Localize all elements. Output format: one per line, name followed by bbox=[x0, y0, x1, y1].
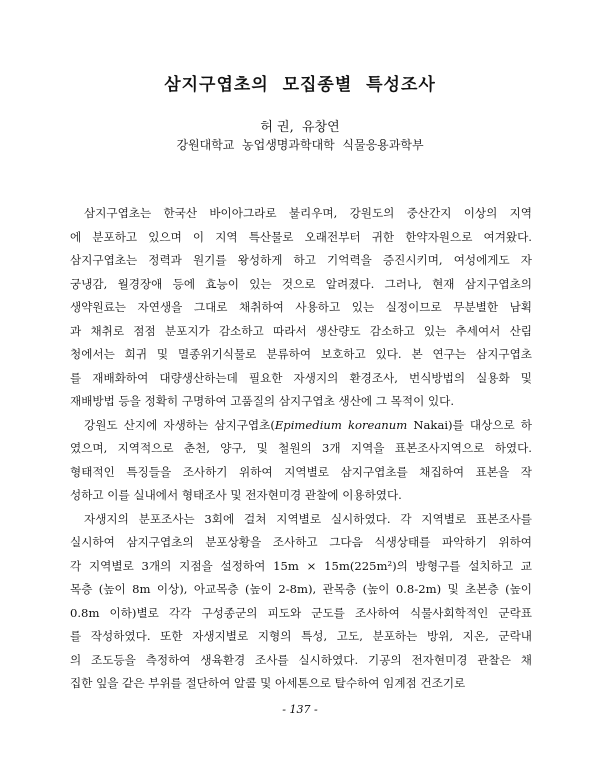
text-line: 궁냉감, 월경장애 등에 효능이 있는 것으로 알려졌다. 그러나, 현재 삼지구엽초의 bbox=[70, 276, 532, 291]
text-line: 의 조도등을 측정하여 생육환경 조사를 실시하였다. 기공의 전자현미경 관찰은 채 bbox=[70, 652, 532, 667]
text-line: 생약원료는 자연생을 그대로 채취하여 사용하고 있는 실정이므로 무분별한 남획 bbox=[70, 300, 532, 314]
scientific-name: Epimedium koreanum bbox=[274, 417, 408, 432]
affiliation-line: 강원대학교 농업생명과학대학 식물응용과학부 bbox=[176, 138, 424, 152]
text-line: 실시하여 삼지구엽초의 분포상황을 조사하고 그다음 식생상태를 파악하기 위하여 bbox=[70, 535, 532, 549]
paper-body bbox=[70, 202, 532, 696]
text-line: 자생지의 분포조사는 3회에 걸쳐 지역별로 실시하였다. 각 지역별로 표본조사를 bbox=[84, 511, 532, 526]
text-line: 목층 (높이 8m 이상), 아교목층 (높이 2-8m), 관목층 (높이 0.8-2m) 및 초본층 (높이 bbox=[70, 582, 532, 596]
author-line: 허 권, 유창연 bbox=[260, 120, 340, 135]
text-line: 과 채취로 점점 분포지가 감소하고 따라서 생산량도 감소하고 있는 추세여서 산림 bbox=[70, 323, 532, 338]
paragraph bbox=[70, 202, 532, 414]
text-line: 였으며, 지역적으로 춘천, 양구, 및 철원의 3개 지역을 표본조사지역으로 하였다. bbox=[70, 441, 532, 455]
paragraph bbox=[70, 414, 532, 508]
text-line: 를 작성하였다. 또한 자생지별로 지형의 특성, 고도, 분포하는 방위, 지온, 군락내 bbox=[70, 629, 532, 643]
text-line: 에 분포하고 있으며 이 지역 특산물로 오래전부터 귀한 한약자원으로 여겨왔다. bbox=[70, 229, 532, 244]
text-line: 강원도 산지에 자생하는 삼지구엽초(Epimedium koreanum Nakai)를 대상으로 하 bbox=[84, 417, 532, 432]
paragraph bbox=[70, 508, 532, 696]
text-line: 재배방법 등을 정확히 구명하여 고품질의 삼지구엽초 생산에 그 목적이 있다. bbox=[70, 394, 455, 408]
text-line: 삼지구엽초는 한국산 바이아그라로 불리우며, 강원도의 중산간지 이상의 지역 bbox=[84, 206, 532, 220]
text-line: 형태적인 특징들을 조사하기 위하여 지역별로 삼지구엽초를 채집하여 표본을 작 bbox=[70, 464, 532, 479]
text-line: 0.8m 이하)별로 각각 구성종군의 피도와 군도를 조사하여 식물사회학적인 군락표 bbox=[70, 605, 532, 620]
text-line: 성하고 이를 실내에서 형태조사 및 전자현미경 관찰에 이용하였다. bbox=[70, 488, 402, 502]
paper-title: 삼지구엽초의 모집종별 특성조사 bbox=[164, 75, 436, 95]
text-line: 청에서는 희귀 및 멸종위기식물로 분류하여 보호하고 있다. 본 연구는 삼지구엽초 bbox=[70, 347, 532, 361]
text-line: 집한 잎을 같은 부위를 절단하여 알콜 및 아세톤으로 탈수하여 임계점 건조기로 bbox=[70, 676, 466, 690]
text-line: 를 재배화하여 대량생산하는데 필요한 자생지의 환경조사, 번식방법의 실용화 및 bbox=[70, 370, 532, 385]
page-number: - 137 - bbox=[282, 703, 318, 716]
text-line: 각 지역별로 3개의 지점을 설정하여 15m × 15m(225m²)의 방형구를 설치하고 교 bbox=[70, 558, 532, 573]
text-line: 삼지구엽초는 정력과 원기를 왕성하게 하고 기억력을 증진시키며, 여성에게도 자 bbox=[70, 253, 532, 267]
